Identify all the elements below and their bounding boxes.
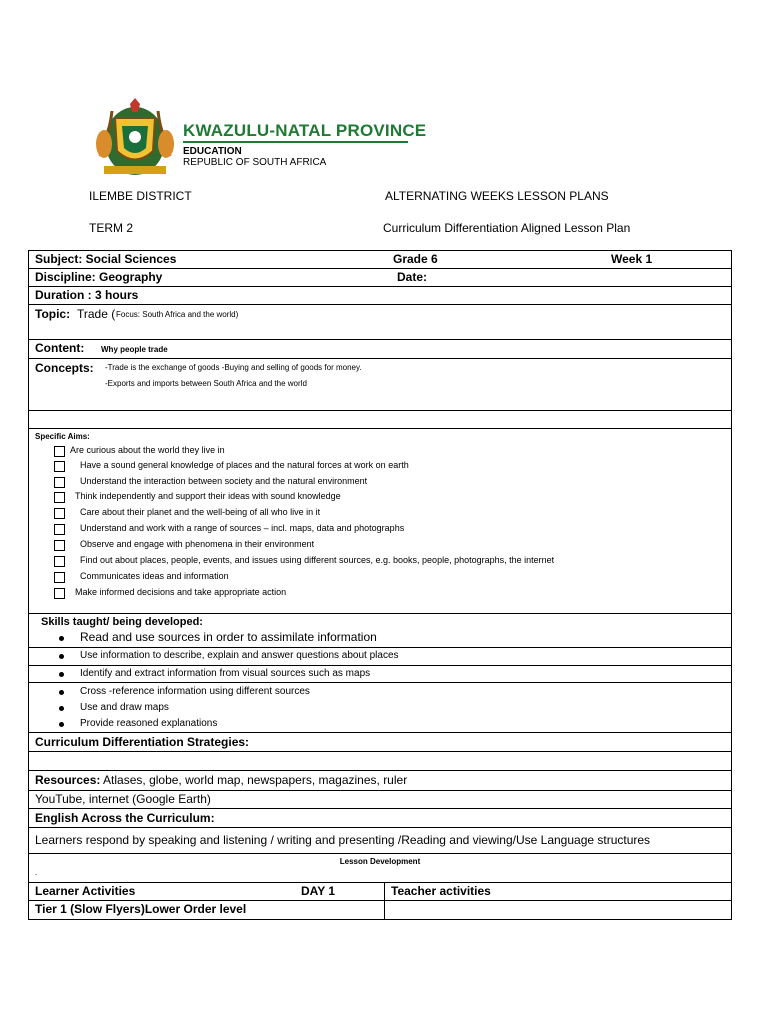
header-divider [183, 141, 408, 143]
blank-row [29, 411, 731, 429]
english-label: English Across the Curriculum: [35, 811, 215, 825]
day-label: DAY 1 [301, 884, 336, 898]
province-name: KWAZULU-NATAL PROVINCE [183, 121, 427, 140]
lesson-development-row [29, 854, 731, 883]
lesson-development-title: Lesson Development [339, 857, 421, 866]
resources-label: Resources: [35, 773, 101, 787]
grade-label: Grade 6 [393, 252, 438, 266]
concept-item: -Exports and imports between South Africa and the world [105, 379, 307, 388]
concept-item: -Trade is the exchange of goods -Buying and selling of goods for money. [105, 363, 362, 372]
skills-title: Skills taught/ being developed: [41, 616, 203, 628]
republic-name: REPUBLIC OF SOUTH AFRICA [183, 157, 327, 168]
content-value: Why people trade [101, 345, 168, 354]
discipline-label: Discipline: Geography [35, 270, 163, 284]
week-label: Week 1 [611, 252, 653, 266]
aim-item: Are curious about the world they live in [70, 445, 225, 455]
tier1-label: Tier 1 (Slow Flyers)Lower Order level [35, 902, 247, 916]
english-text: Learners respond by speaking and listening / writing and presenting /Reading and viewing/Use Language structures [35, 833, 651, 847]
aim-checkbox[interactable] [54, 508, 65, 519]
bullet-icon [59, 654, 64, 659]
strategies-row [29, 733, 731, 752]
content-label: Content: [35, 341, 85, 355]
english-text-row [29, 828, 731, 854]
skill-item: Provide reasoned explanations [80, 718, 218, 729]
aim-checkbox[interactable] [54, 556, 65, 567]
english-label-row [29, 809, 731, 828]
aim-checkbox[interactable] [54, 524, 65, 535]
skill-item: Cross -reference information using different sources [80, 686, 310, 697]
aim-item: Communicates ideas and information [80, 571, 229, 581]
content-row [29, 340, 731, 359]
skill-item: Read and use sources in order to assimilate information [80, 630, 377, 644]
subject-label: Subject: Social Sciences [35, 252, 177, 266]
resources-line2: YouTube, internet (Google Earth) [35, 792, 211, 806]
skill-row [29, 648, 731, 666]
skill-item: Identify and extract information from visual sources such as maps [80, 668, 371, 679]
topic-focus: Focus: South Africa and the world) [116, 310, 239, 319]
blank-row [29, 752, 731, 771]
aim-checkbox[interactable] [54, 588, 65, 599]
topic-row [29, 305, 731, 340]
bullet-icon [59, 722, 64, 727]
aim-checkbox[interactable] [54, 446, 65, 457]
activities-header-row [29, 883, 731, 901]
column-divider [384, 901, 385, 919]
aim-checkbox[interactable] [54, 572, 65, 583]
learner-activities-label: Learner Activities [35, 884, 136, 898]
duration-label: Duration : 3 hours [35, 288, 139, 302]
aim-checkbox[interactable] [54, 492, 65, 503]
resources-text [35, 773, 407, 787]
resources-row [29, 771, 731, 791]
topic-label: Topic: [35, 307, 71, 321]
lesson-development-dot: . [35, 868, 38, 877]
aim-item: Observe and engage with phenomena in their environment [80, 539, 315, 549]
date-label: Date: [397, 270, 428, 284]
teacher-activities-label: Teacher activities [391, 884, 491, 898]
aim-item: Find out about places, people, events, and issues using different sources, e.g. books, people, photographs, the internet [80, 555, 555, 565]
aim-checkbox[interactable] [54, 477, 65, 488]
bullet-icon [59, 636, 64, 641]
aim-item: Make informed decisions and take appropriate action [75, 587, 287, 597]
specific-aims-row [29, 429, 731, 614]
aim-item: Care about their planet and the well-being of all who live in it [80, 507, 321, 517]
department-name: EDUCATION [183, 146, 242, 157]
skill-row [29, 666, 731, 683]
aim-item: Have a sound general knowledge of places and the natural forces at work on earth [80, 460, 409, 470]
aim-item: Understand and work with a range of sources – incl. maps, data and photographs [80, 523, 405, 533]
skill-item: Use information to describe, explain and answer questions about places [80, 650, 399, 661]
aim-checkbox[interactable] [54, 461, 65, 472]
term-label: TERM 2 [89, 221, 134, 235]
topic-value: Trade ( [77, 307, 116, 321]
skills-group-row [29, 683, 731, 733]
plan-subtitle: Curriculum Differentiation Aligned Lesson Plan [383, 221, 631, 235]
resources-line1: Atlases, globe, world map, newspapers, magazines, ruler [100, 773, 408, 787]
column-divider [384, 883, 385, 900]
aim-item: Think independently and support their ideas with sound knowledge [75, 491, 341, 501]
duration-row [29, 287, 731, 305]
discipline-row [29, 269, 731, 287]
skill-item: Use and draw maps [80, 702, 169, 713]
aims-title: Specific Aims: [35, 432, 90, 441]
district-label: ILEMBE DISTRICT [89, 189, 192, 203]
bullet-icon [59, 672, 64, 677]
lesson-plan-table [28, 250, 732, 920]
plan-type-label: ALTERNATING WEEKS LESSON PLANS [385, 189, 609, 203]
aim-item: Understand the interaction between society and the natural environment [80, 476, 368, 486]
skills-title-row [29, 614, 731, 648]
tier1-row [29, 901, 731, 919]
strategies-label: Curriculum Differentiation Strategies: [35, 735, 250, 749]
aim-checkbox[interactable] [54, 540, 65, 551]
resources-row-2 [29, 791, 731, 809]
coat-of-arms-icon [90, 96, 180, 178]
bullet-icon [59, 706, 64, 711]
subject-row [29, 251, 731, 269]
bullet-icon [59, 690, 64, 695]
concepts-row [29, 359, 731, 411]
concepts-label: Concepts: [35, 361, 94, 375]
